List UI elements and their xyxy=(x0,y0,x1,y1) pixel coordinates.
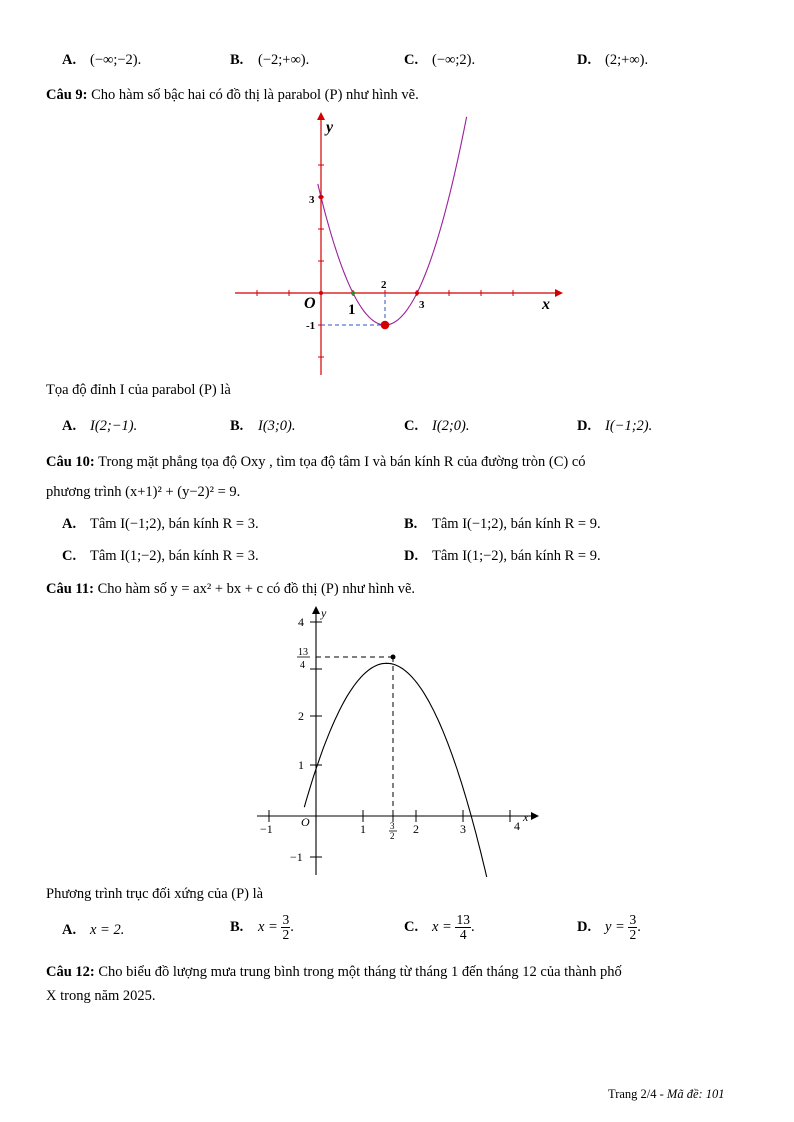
q11-label-x3-num: 3 xyxy=(390,821,395,831)
q9-prompt: Tọa độ đỉnh I của parabol (P) là xyxy=(46,382,231,398)
q11-question: Câu 11: Cho hàm số y = ax² + bx + c có đồ thị (P) như hình vẽ. xyxy=(46,581,416,597)
q12-question-line2: X trong năm 2025. xyxy=(46,988,156,1004)
q8-option-d: D. (2;+∞). xyxy=(577,52,649,68)
q11-vertex-point xyxy=(391,655,396,660)
q10-question: Câu 10: Trong mặt phẳng tọa độ Oxy , tìm tọa độ tâm I và bán kính R của đường tròn (C) có xyxy=(46,454,586,470)
q9-option-b: B. I(3;0). xyxy=(230,418,296,434)
q10-option-c: C. Tâm I(1;−2), bán kính R = 3. xyxy=(62,548,259,564)
q9-option-a: A. I(2;−1). xyxy=(62,418,138,434)
q11-label-y1: 1 xyxy=(298,758,304,772)
q8-option-c: C. (−∞;2). xyxy=(404,52,476,68)
q9-label-y: y xyxy=(326,119,334,136)
q11-label-y13-num: 13 xyxy=(298,647,308,658)
q9-label-x: x xyxy=(542,296,550,313)
q9-label-x3: 3 xyxy=(419,299,425,311)
q11-label-origin: O xyxy=(301,815,310,829)
q10-equation: phương trình (x+1)² + (y−2)² = 9. xyxy=(46,484,241,500)
q9-point-root-3 xyxy=(415,291,419,295)
q11-parabola-graph xyxy=(255,605,545,877)
q9-label-2: 2 xyxy=(381,279,387,291)
q11-label-ym1: −1 xyxy=(290,850,303,864)
q8-option-b: B. (−2;+∞). xyxy=(230,52,310,68)
q9-point-origin xyxy=(319,291,323,295)
q9-point-root-1 xyxy=(351,291,355,295)
q11-label-y4: 4 xyxy=(298,615,304,629)
q11-option-b: B. x = $\frac{3}{2}$ . xyxy=(230,912,294,943)
q9-option-d: D. I(−1;2). xyxy=(577,418,653,434)
q10-option-b: B. Tâm I(−1;2), bán kính R = 9. xyxy=(404,516,601,532)
q11-label-x4: 4 xyxy=(514,819,520,833)
q11-parabola-curve xyxy=(304,663,499,877)
q9-label-m1: -1 xyxy=(306,320,316,332)
q9-parabola-curve xyxy=(318,117,467,325)
q9-label-origin: O xyxy=(304,295,316,312)
q9-point-y-intercept xyxy=(319,195,324,200)
q11-label-x3-den: 2 xyxy=(390,831,395,841)
page-footer: Trang 2/4 - Mã đề: 101 xyxy=(608,1087,725,1101)
q11-label-xm1: −1 xyxy=(260,822,273,836)
q9-vertex-point xyxy=(381,321,390,330)
q11-label-x1: 1 xyxy=(360,822,366,836)
q8-option-a: A. (−∞;−2). xyxy=(62,52,142,68)
q9-label-1: 1 xyxy=(348,302,356,318)
q11-prompt: Phương trình trục đối xứng của (P) là xyxy=(46,886,264,902)
q11-label-x3: 3 xyxy=(460,822,466,836)
q9-parabola-graph xyxy=(230,110,570,378)
q11-label-x: x xyxy=(523,810,529,824)
q11-label-y: y xyxy=(321,606,327,620)
q9-label-3: 3 xyxy=(309,194,315,206)
q10-option-a: A. Tâm I(−1;2), bán kính R = 3. xyxy=(62,516,259,532)
q11-label-y2: 2 xyxy=(298,709,304,723)
q11-option-c: C. x = $\frac{13}{4}$ . xyxy=(404,912,475,943)
q11-option-d: D. y = $\frac{3}{2}$ . xyxy=(577,912,641,943)
q9-option-c: C. I(2;0). xyxy=(404,418,470,434)
q12-question: Câu 12: Cho biểu đồ lượng mưa trung bình trong một tháng từ tháng 1 đến tháng 12 của thành phố xyxy=(46,964,622,980)
q9-question: Câu 9: Cho hàm số bậc hai có đồ thị là parabol (P) như hình vẽ. xyxy=(46,87,419,103)
q11-label-x2: 2 xyxy=(413,822,419,836)
q11-option-a: A. x = 2. xyxy=(62,922,125,938)
q11-label-y13-den: 4 xyxy=(300,660,305,671)
q10-option-d: D. Tâm I(1;−2), bán kính R = 9. xyxy=(404,548,601,564)
